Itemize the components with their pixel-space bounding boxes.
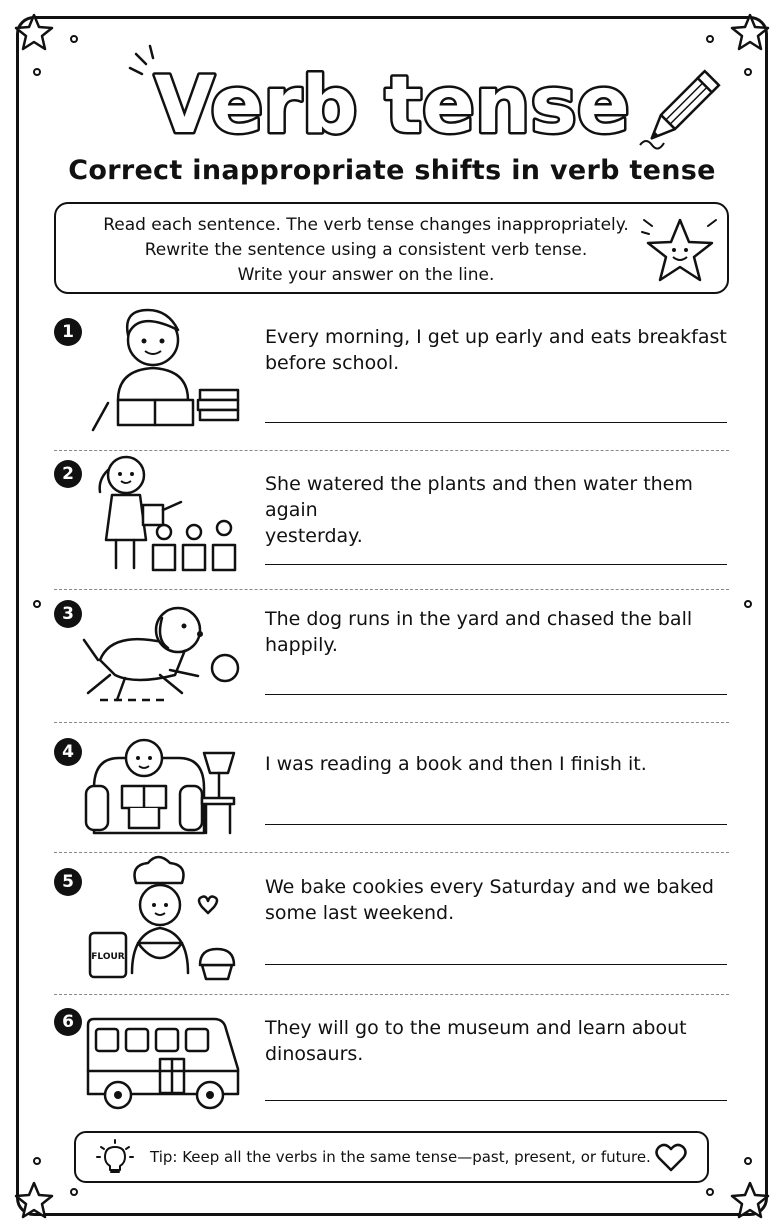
- question-number: 3: [54, 600, 82, 628]
- sentence-line: The dog runs in the yard and chased the ball: [265, 608, 693, 630]
- lightbulb-icon: [96, 1139, 134, 1177]
- question-number: 4: [54, 738, 82, 766]
- sentence-line: I was reading a book and then I finish it.: [265, 753, 647, 775]
- border-dot: [33, 600, 41, 608]
- answer-line[interactable]: [265, 964, 727, 965]
- sentence-line: before school.: [265, 352, 400, 374]
- title-area: [0, 40, 784, 150]
- page-subtitle: Correct inappropriate shifts in verb tense: [68, 155, 716, 186]
- question-sentence: [265, 471, 735, 549]
- border-dot: [33, 1157, 41, 1165]
- sentence-line: They will go to the museum and learn about: [265, 1017, 687, 1039]
- smiling-star-icon: [640, 212, 720, 288]
- question-sentence: [265, 324, 735, 376]
- instructions-box: [54, 202, 729, 294]
- boy-studying-icon: [88, 305, 248, 435]
- instruction-line: Read each sentence. The verb tense changes inappropriately.: [103, 215, 629, 235]
- star-icon: [730, 1180, 770, 1220]
- border-dot: [744, 600, 752, 608]
- school-bus-icon: [82, 1015, 247, 1113]
- question-number: 2: [54, 460, 82, 488]
- question-sentence: [265, 1015, 735, 1067]
- boy-reading-armchair-icon: [84, 728, 244, 840]
- instruction-line: Rewrite the sentence using a consistent verb tense.: [144, 240, 588, 260]
- sentence-line: We bake cookies every Saturday and we baked: [265, 876, 714, 898]
- tip-text: Tip: Keep all the verbs in the same tense—past, present, or future.: [150, 1148, 651, 1166]
- flour-label: FLOUR: [91, 952, 125, 962]
- sparkle-icon: [130, 46, 153, 74]
- answer-line[interactable]: [265, 1100, 727, 1101]
- divider: [54, 994, 729, 995]
- child-baking-icon: [84, 855, 244, 983]
- divider: [54, 852, 729, 853]
- sentence-line: dinosaurs.: [265, 1043, 364, 1065]
- border-dot: [70, 1188, 78, 1196]
- question-sentence: [265, 606, 735, 658]
- question-sentence: [265, 874, 735, 926]
- answer-line[interactable]: [265, 422, 727, 423]
- question-number: 1: [54, 318, 82, 346]
- answer-line[interactable]: [265, 564, 727, 565]
- pencil-icon: [630, 60, 730, 160]
- sentence-line: She watered the plants and then water them again: [265, 473, 693, 521]
- answer-line[interactable]: [265, 824, 727, 825]
- tip-box: [74, 1131, 709, 1183]
- divider: [54, 589, 729, 590]
- question-sentence: [265, 751, 735, 777]
- border-dot: [744, 1157, 752, 1165]
- page-title: Verb tense: [154, 61, 630, 150]
- border-dot: [706, 1188, 714, 1196]
- instruction-line: Write your answer on the line.: [237, 265, 495, 285]
- divider: [54, 722, 729, 723]
- question-number: 6: [54, 1008, 82, 1036]
- star-icon: [14, 1180, 54, 1220]
- question-number: 5: [54, 868, 82, 896]
- sentence-line: yesterday.: [265, 525, 363, 547]
- sentence-line: happily.: [265, 634, 338, 656]
- girl-watering-plants-icon: [88, 450, 248, 578]
- heart-icon: [654, 1143, 688, 1173]
- answer-line[interactable]: [265, 694, 727, 695]
- sentence-line: some last weekend.: [265, 902, 455, 924]
- running-dog-icon: [80, 600, 250, 705]
- sentence-line: Every morning, I get up early and eats breakfast: [265, 326, 727, 348]
